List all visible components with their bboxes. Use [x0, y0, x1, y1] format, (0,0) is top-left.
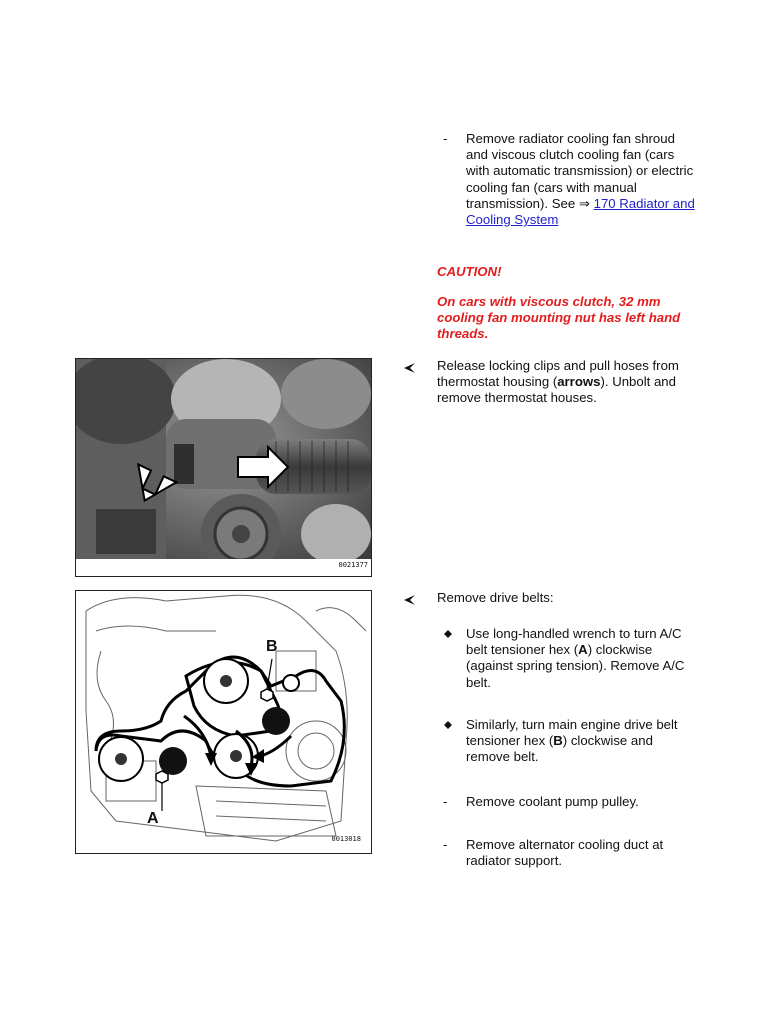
- step-thermostat-pre: Release locking clips and pull hoses from thermostat housing (: [437, 358, 679, 390]
- sub-step-main-bold: B: [553, 733, 563, 749]
- step-duct-text: Remove alternator cooling duct at radiator support.: [466, 837, 664, 869]
- diamond-bullet-icon: [444, 721, 452, 729]
- step-fan-body: Remove radiator cooling fan shroud and viscous clutch cooling fan (cars with automatic transmission) or electric cooling fan (cars with manual transmission). See: [466, 131, 694, 211]
- hex-a-marker: [156, 771, 168, 783]
- step-duct-marker: -: [443, 837, 448, 852]
- caution-text: On cars with viscous clutch, 32 mm cooling fan mounting nut has left hand threads.: [437, 294, 681, 342]
- pointer-arrow-icon: [402, 362, 416, 374]
- caution-title: CAUTION!: [437, 264, 502, 279]
- step-pulley-text: Remove coolant pump pulley.: [466, 794, 639, 809]
- figure2-code: 0013018: [331, 834, 361, 843]
- thermostat-photo: [75, 358, 372, 577]
- step-fan-text: [466, 131, 698, 228]
- pointer-arrow-icon: [402, 594, 416, 606]
- step-thermostat-bold: arrows: [557, 374, 601, 390]
- step-thermostat-post: ). Unbolt and remove thermostat houses.: [437, 374, 676, 406]
- step-thermostat-text: [437, 358, 697, 407]
- sub-step-main-pre: Similarly, turn main engine drive belt tensioner hex (: [466, 717, 678, 749]
- step-pulley-marker: -: [443, 794, 448, 809]
- thermostat-photo-image: [76, 359, 371, 576]
- sub-step-ac-bold: A: [578, 642, 588, 658]
- sub-step-ac-post: ) clockwise (against spring tension). Remove A/C belt.: [466, 642, 685, 690]
- sub-step-main-post: ) clockwise and remove belt.: [466, 733, 653, 765]
- label-b: B: [266, 638, 278, 655]
- sub-step-ac-pre: Use long-handled wrench to turn A/C belt tensioner hex (: [466, 626, 682, 658]
- figure1-code: 0021377: [338, 560, 368, 569]
- belt-diagram-image: [76, 591, 371, 853]
- sub-step-ac-text: [466, 626, 698, 691]
- step-fan-marker: -: [443, 131, 448, 146]
- diamond-bullet-icon: [444, 630, 452, 638]
- radiator-cooling-link[interactable]: 170 Radiator and Cooling System: [466, 195, 695, 228]
- belt-diagram: [75, 590, 372, 854]
- see-arrow-symbol: ⇒: [578, 195, 590, 211]
- label-a: A: [147, 810, 159, 827]
- hex-b-marker: [261, 689, 273, 701]
- step-belts-text: Remove drive belts:: [437, 590, 554, 605]
- sub-step-main-text: [466, 717, 698, 766]
